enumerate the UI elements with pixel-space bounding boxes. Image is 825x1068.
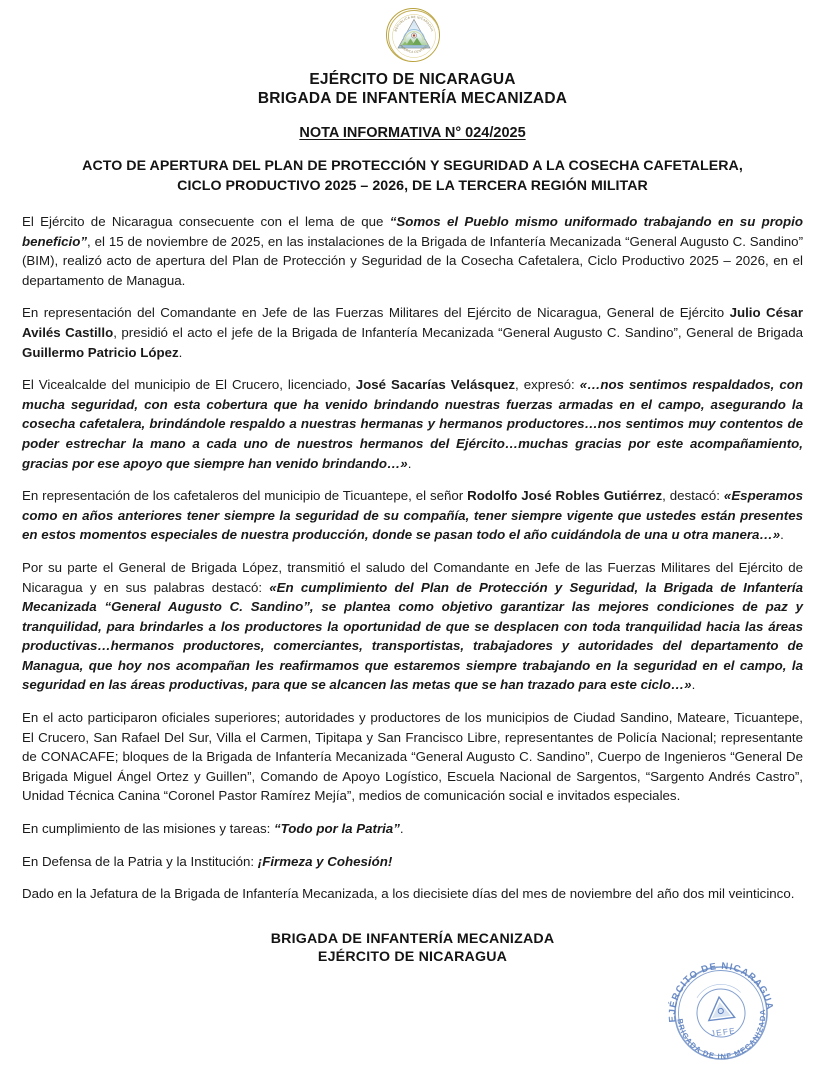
- paragraph-2: [22, 303, 803, 362]
- p5-text-b: .: [691, 677, 696, 693]
- svg-text:BRIGADA DE INF MECANIZADA: BRIGADA DE INF MECANIZADA: [675, 1008, 768, 1062]
- official-stamp-seal-icon: [655, 955, 787, 1067]
- page-title: [22, 156, 803, 196]
- p7-quote-todo-por-la-patria: “Todo por la Patria”: [274, 821, 400, 837]
- svg-text:JEFE: JEFE: [710, 1026, 737, 1039]
- paragraph-8-slogan-firmeza: [22, 852, 803, 872]
- p3-quote-vicealcalde: «…nos sentimos respaldados, con mucha seguridad, con esta cobertura que ha venido brindando nuestras fuerzas armadas en el campo, asegurando la cosecha cafetalera, brindándole respaldo a nuestras hermanas y hermanos productores…nos sentimos muy contentos de poder estrechar la mano a cada uno de nuestros hermanos del Ejército…muchas gracias por este acompañamiento, gracias por ese apoyo que siempre han venido brindando…»: [22, 377, 803, 471]
- organization-header: [22, 70, 803, 108]
- svg-text:EJÉRCITO DE NICARAGUA: EJÉRCITO DE NICARAGUA: [667, 960, 776, 1023]
- p2-name-aviles-castillo: Julio César Avilés Castillo: [22, 305, 804, 340]
- signature-block: [22, 930, 803, 967]
- paragraph-1: [22, 212, 803, 290]
- p2-text-c: .: [178, 344, 183, 360]
- p8-quote-firmeza-cohesion: ¡Firmeza y Cohesión!: [257, 853, 393, 869]
- p4-name-robles-gutierrez: Rodolfo José Robles Gutiérrez: [467, 488, 663, 504]
- p4-text-b: , destacó:: [662, 488, 724, 504]
- paragraph-9-dado-en: Dado en la Jefatura de la Brigada de Infantería Mecanizada, a los diecisiete días del mes de noviembre del año dos mil veinticinco.: [22, 886, 795, 902]
- nota-informativa-number: [22, 125, 803, 141]
- p4-text-c: .: [780, 527, 784, 543]
- p3-text-c: .: [407, 455, 412, 471]
- p4-quote-cafetaleros: «Esperamos como en años anteriores tener siempre la seguridad de su compañía, tener siempre vigente que ustedes están presentes en estos momentos especiales de nuestra producción, donde se pasan todo el año cuidándola de una u otra manera…»: [22, 488, 804, 543]
- paragraph-7-slogan-patria: [22, 819, 803, 839]
- p8-text-a: En Defensa de la Patria y la Institución:: [22, 853, 258, 869]
- p2-text-b: , presidió el acto el jefe de la Brigada de Infantería Mecanizada “General Augusto C. Sandino”, General de Brigada: [113, 324, 804, 340]
- p7-text-b: .: [399, 821, 404, 837]
- p7-text-a: En cumplimiento de las misiones y tareas:: [22, 821, 275, 837]
- p1-text-b: , el 15 de noviembre de 2025, en las instalaciones de la Brigada de Infantería Mecanizada “General Augusto C. Sandino” (BIM), realizó acto de apertura del Plan de Protección y Seguridad de la Cosecha Cafetalera, Ciclo Productivo 2025 – 2026, en el departamento de Managua.: [22, 233, 803, 288]
- p5-quote-general-lopez: «En cumplimiento del Plan de Protección y Seguridad, la Brigada de Infantería Mecanizada “General Augusto C. Sandino”, se plantea como objetivo garantizar las mejores condiciones de paz y tranquilidad, para brindarles a los productores la oportunidad de que se desplacen con toda tranquilidad hacia las áreas productivas…hermanos productores, comerciantes, transportistas, trabajadores y autoridades del departamento de Managua, que hoy nos acompañan les reafirmamos que estaremos siempre trabajando en la seguridad en el campo, la seguridad en las áreas productivas, para que se alcancen las metas que se han trazado para este ciclo…»: [22, 579, 803, 693]
- svg-text:AMERICA CENTRAL: AMERICA CENTRAL: [398, 43, 429, 55]
- p2-text-a: En representación del Comandante en Jefe de las Fuerzas Militares del Ejército de Nicaragua, General de Ejército: [22, 305, 730, 321]
- paragraph-4: [22, 486, 803, 545]
- svg-text:REPUBLICA DE NICARAGUA: REPUBLICA DE NICARAGUA: [393, 14, 434, 33]
- p4-text-a: En representación de los cafetaleros del municipio de Ticuantepe, el señor: [22, 488, 468, 504]
- p5-text-a: Por su parte el General de Brigada López, transmitió el saludo del Comandante en Jefe de las Fuerzas Militares del Ejército de Nicaragua y en sus palabras destacó:: [22, 559, 803, 595]
- title-line-2: CICLO PRODUCTIVO 2025 – 2026, DE LA TERCERA REGIÓN MILITAR: [177, 178, 648, 194]
- signature-line-ejercito: EJÉRCITO DE NICARAGUA: [317, 949, 508, 966]
- header-line-ejercito: EJÉRCITO DE NICARAGUA: [309, 71, 516, 88]
- header-line-brigada: BRIGADA DE INFANTERÍA MECANIZADA: [257, 90, 568, 107]
- p1-text-a: El Ejército de Nicaragua consecuente con el lema de que: [22, 214, 390, 229]
- signature-line-brigada: BRIGADA DE INFANTERÍA MECANIZADA: [270, 930, 555, 947]
- title-line-1: ACTO DE APERTURA DEL PLAN DE PROTECCIÓN Y SEGURIDAD A LA COSECHA CAFETALERA,: [82, 158, 743, 174]
- paragraph-6-participants: En el acto participaron oficiales superiores; autoridades y productores de los municipios de Ciudad Sandino, Mateare, Ticuantepe, El Crucero, San Rafael Del Sur, Villa el Carmen, Tipitapa y San Francisco Libre, representantes de Policía Nacional; representante de CONACAFE; bloques de la Brigada de Infantería Mecanizada “General Augusto C. Sandino”, Cuerpo de Ingenieros “General De Brigada Miguel Ángel Ortez y Guillen”, Comando de Apoyo Logístico, Escuela Nacional de Sargentos, “Sargento Andrés Castro”, Unidad Técnica Canina “Coronel Pastor Ramírez Mejía”, medios de comunicación social e invitados especiales.: [22, 710, 803, 804]
- nicaragua-coat-of-arms-icon: [386, 8, 440, 62]
- p2-name-patricio-lopez: Guillermo Patricio López: [22, 344, 179, 360]
- paragraph-3: [22, 375, 803, 473]
- p3-name-sacarias-velasquez: José Sacarías Velásquez: [355, 377, 516, 393]
- p3-text-a: El Vicealcalde del municipio de El Crucero, licenciado,: [22, 377, 356, 393]
- p3-text-b: , expresó:: [515, 377, 580, 393]
- document-body: [22, 212, 803, 904]
- p1-quote-lema: “Somos el Pueblo mismo uniformado trabajando en su propio beneficio”: [22, 214, 803, 249]
- paragraph-5: [22, 558, 803, 695]
- crest-container: [22, 8, 803, 70]
- nota-informativa-text: NOTA INFORMATIVA N° 024/2025: [299, 125, 526, 141]
